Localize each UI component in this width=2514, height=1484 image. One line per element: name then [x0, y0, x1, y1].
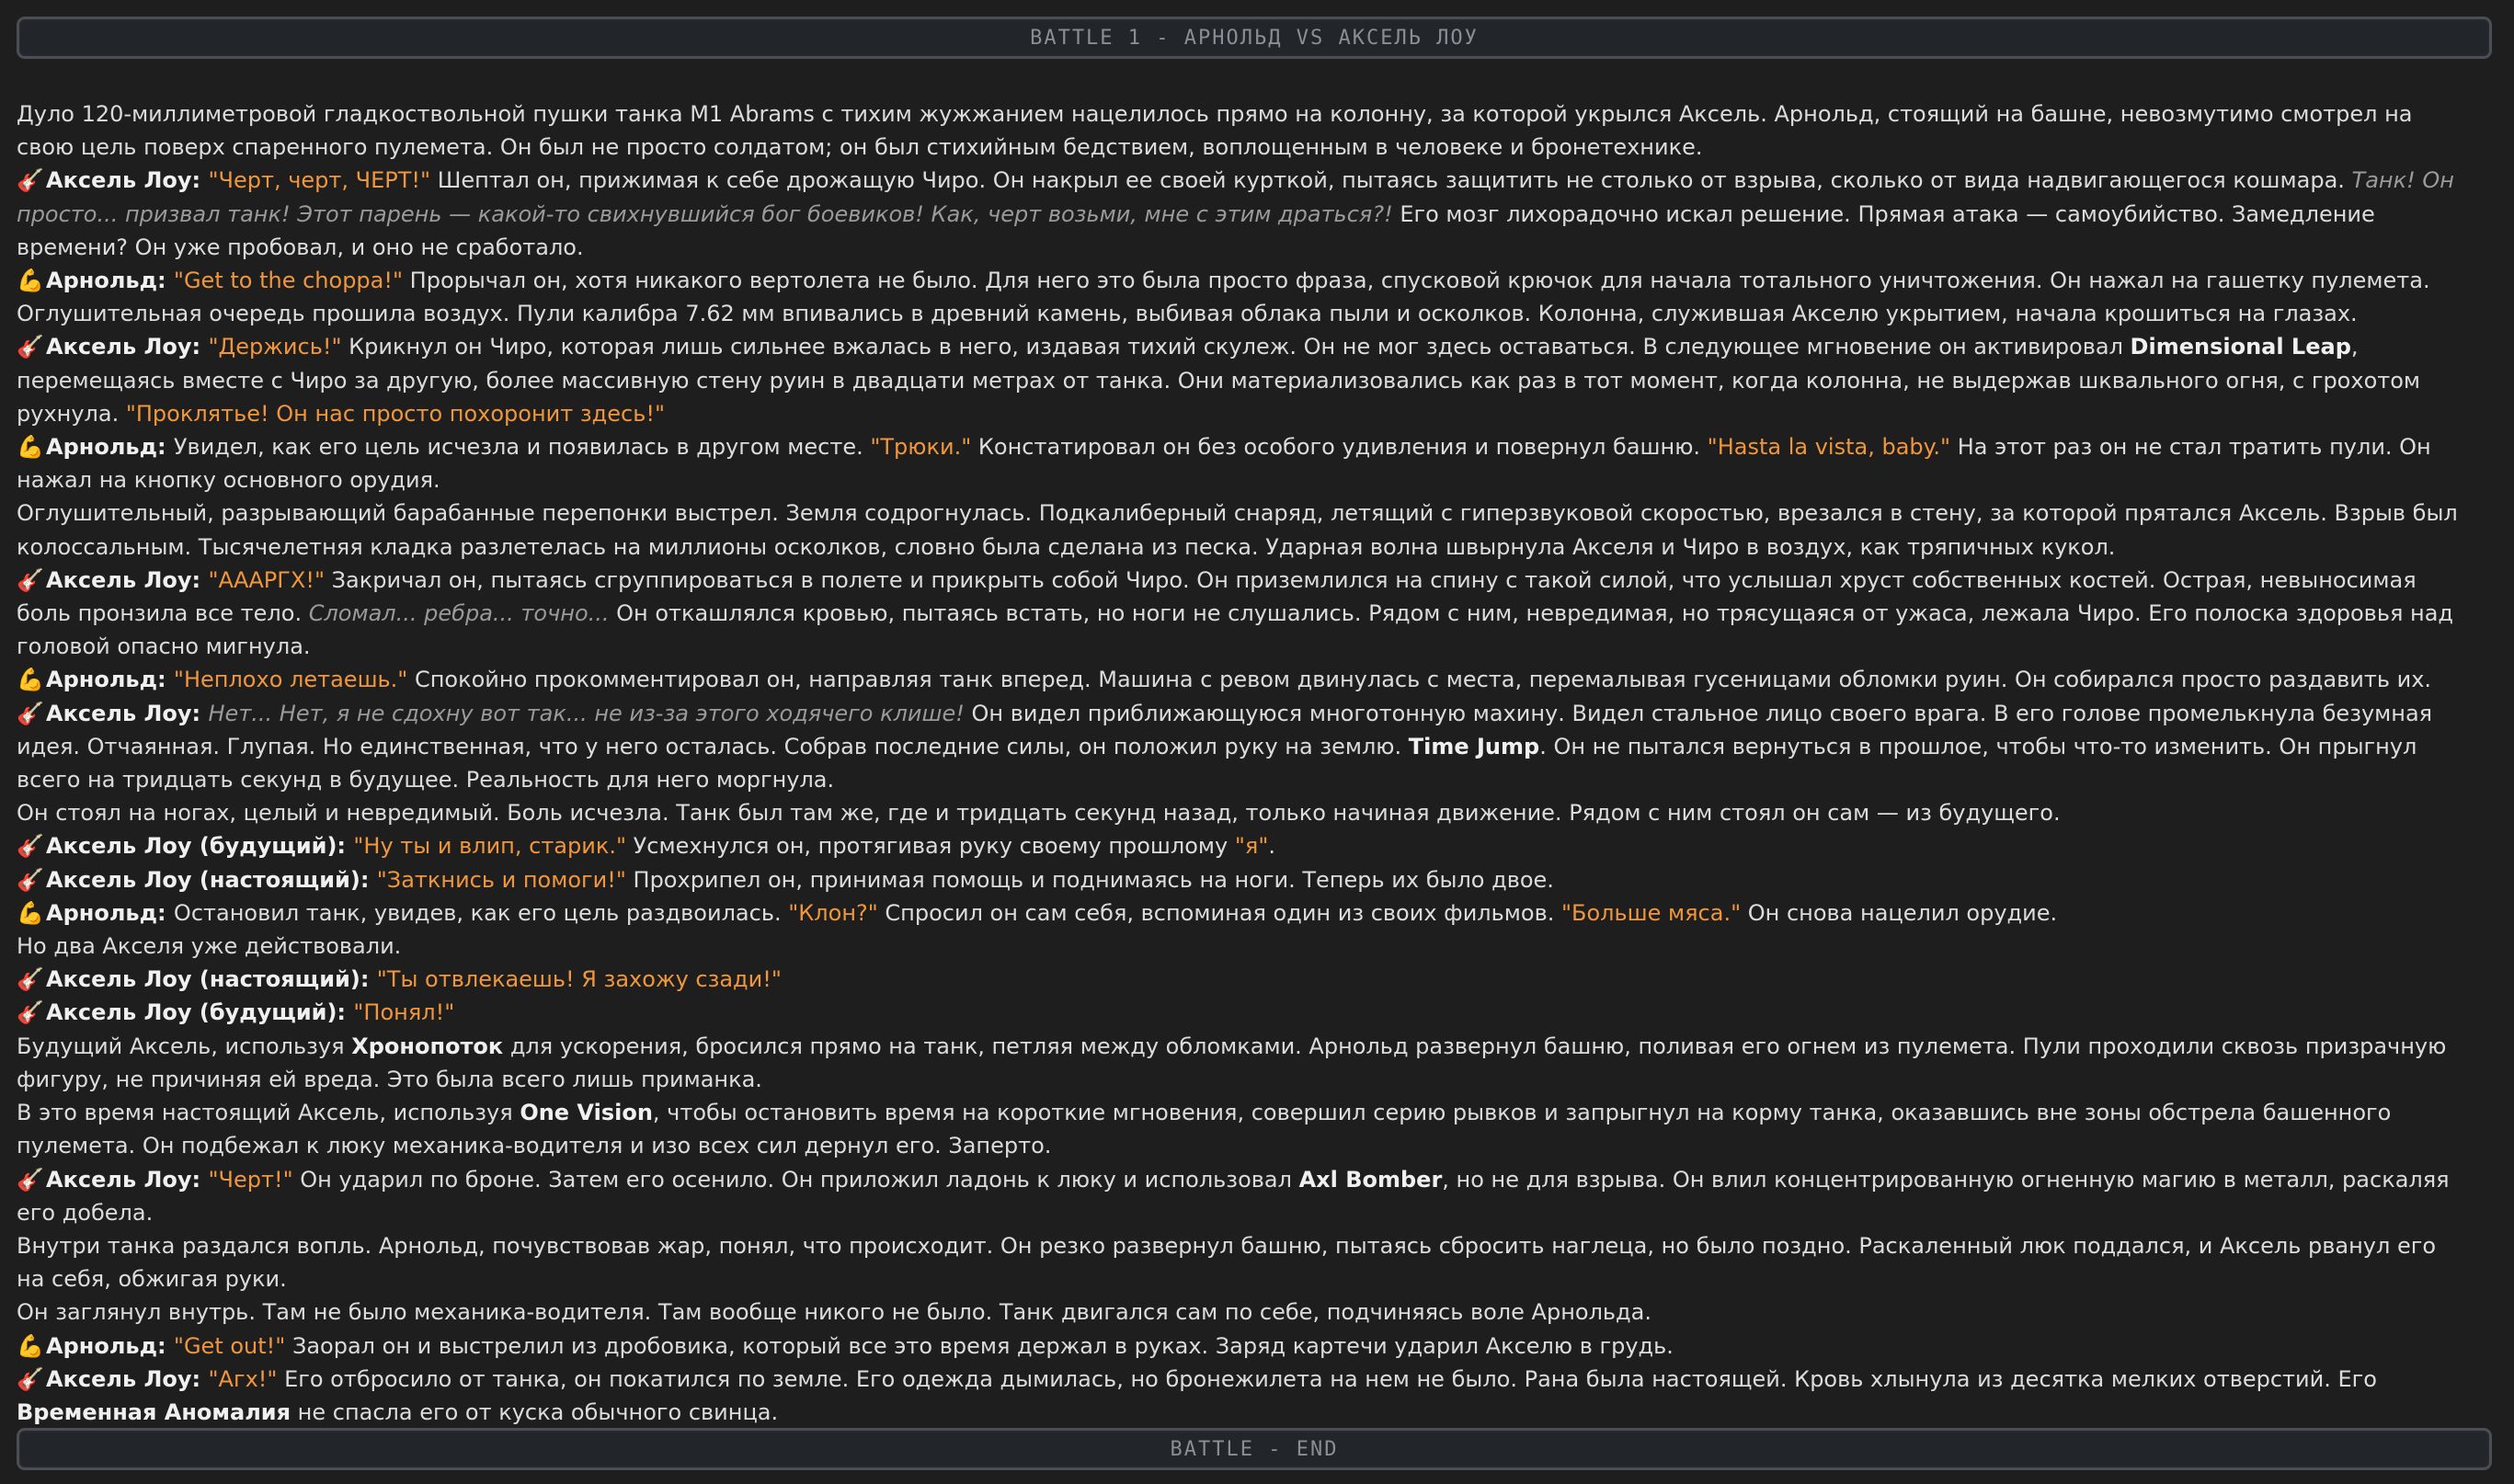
- narration-text: Закричал он, пытаясь сгруппироваться в полете и прикрыть собой Чиро. Он приземлился на спину с такой силой, что услышал хруст собственных костей. Острая, невыносимая боль пронзила все тело.: [17, 566, 2417, 627]
- narration-text: Его мозг лихорадочно искал решение. Прямая атака — самоубийство. Замедление времени? Он уже пробовал, и оно не сработало.: [17, 200, 2375, 260]
- quote-text: "Черт, черт, ЧЕРТ!": [208, 167, 431, 194]
- dialogue-line: [17, 896, 2467, 930]
- skill-name: Хронопоток: [351, 1033, 504, 1059]
- narration-text: Усмехнулся он, протягивая руку своему прошлому: [626, 833, 1235, 860]
- thought-text: Нет... Нет, я не сдохну вот так... не из-за этого ходячего клише!: [208, 700, 965, 726]
- narration-text: На этот раз он не стал тратить пули. Он нажал на кнопку основного орудия.: [17, 434, 2431, 494]
- narration-text: Он снова нацелил орудие.: [1741, 899, 2058, 926]
- dialogue-line: [17, 164, 2467, 264]
- quote-text: "Трюки.": [870, 434, 972, 461]
- electric-guitar-icon: 🎸: [17, 1166, 44, 1193]
- narration-text: . Он не пытался вернуться в прошлое, чтобы что-то изменить. Он прыгнул всего на тридцать секунд в будущее. Реальность для него моргнула.: [17, 733, 2417, 793]
- electric-guitar-icon: 🎸: [17, 700, 44, 726]
- speaker-name: Арнольд:: [46, 1332, 174, 1359]
- narration-text: Спросил он сам себя, вспоминая один из своих фильмов.: [877, 899, 1561, 926]
- narration-text: Шептал он, прижимая к себе дрожащую Чиро. Он накрыл ее своей курткой, пытаясь защитить не столько от взрыва, сколько от вида надвигающегося кошмара.: [430, 167, 2352, 194]
- speaker-name: Аксель Лоу:: [46, 566, 209, 593]
- dialogue-line: [17, 996, 2467, 1029]
- speaker-name: Аксель Лоу:: [46, 1166, 209, 1193]
- dialogue-line: [17, 1363, 2467, 1425]
- narration-text: .: [1268, 833, 1275, 860]
- speaker-name: Аксель Лоу:: [46, 167, 209, 194]
- dialogue-line: [17, 829, 2467, 862]
- electric-guitar-icon: 🎸: [17, 833, 44, 860]
- battle-title: BATTLE 1 - АРНОЛЬД VS АКСЕЛЬ ЛОУ: [1030, 26, 1479, 50]
- quote-text: "Проклятье! Он нас просто похоронит здесь!": [125, 400, 665, 427]
- electric-guitar-icon: 🎸: [17, 966, 44, 993]
- dialogue-line: [17, 430, 2467, 497]
- flexed-biceps-icon: 💪: [17, 1332, 44, 1359]
- dialogue-line: [17, 264, 2467, 330]
- speaker-name: Аксель Лоу (настоящий):: [46, 966, 377, 993]
- speaker-name: Аксель Лоу:: [46, 334, 209, 360]
- quote-text: "Черт!": [208, 1166, 293, 1193]
- flexed-biceps-icon: 💪: [17, 434, 44, 461]
- speaker-name: Аксель Лоу (будущий):: [46, 999, 354, 1026]
- skill-name: One Vision: [520, 1100, 653, 1126]
- narration-text: Его отбросило от танка, он покатился по земле. Его одежда дымилась, но бронежилета на нем не было. Рана была настоящей. Кровь хлынула из десятка мелких отверстий. Его: [277, 1365, 2377, 1392]
- narration-line: [17, 930, 2467, 963]
- electric-guitar-icon: 🎸: [17, 167, 44, 194]
- speaker-name: Арнольд:: [46, 667, 174, 693]
- quote-text: "АААРГХ!": [208, 566, 326, 593]
- battle-story-log: [17, 97, 2467, 1425]
- skill-name: Временная Аномалия: [17, 1398, 291, 1425]
- battle-header-banner: [17, 17, 2492, 59]
- narration-text: Увидел, как его цель исчезла и появилась в другом месте.: [173, 434, 871, 461]
- flexed-biceps-icon: 💪: [17, 899, 44, 926]
- quote-text: "Get out!": [173, 1332, 286, 1359]
- narration-text: Спокойно прокомментировал он, направляя танк вперед. Машина с ревом двинулась с места, перемалывая гусеницами обломки руин. Он собирался просто раздавить их.: [407, 667, 2432, 693]
- narration-text: Он заглянул внутрь. Там не было механика-водителя. Там вообще никого не было. Танк двигался сам по себе, подчиняясь воле Арнольда.: [17, 1299, 1651, 1326]
- speaker-name: Арнольд:: [46, 268, 174, 294]
- narration-text: Он ударил по броне. Затем его осенило. Он приложил ладонь к люку и использовал: [292, 1166, 1299, 1193]
- electric-guitar-icon: 🎸: [17, 999, 44, 1026]
- dialogue-line: [17, 564, 2467, 664]
- narration-text: для ускорения, бросился прямо на танк, петляя между обломками. Арнольд развернул башню, поливая его огнем из пулемета. Пули проходили сквозь призрачную фигуру, не причиняя ей вреда. Это была всего лишь приманка.: [17, 1033, 2447, 1092]
- speaker-name: Аксель Лоу:: [46, 700, 209, 726]
- narration-text: Он видел приближающуюся многотонную махину. Видел стальное лицо своего врага. В его голове промелькнула безумная идея. Отчаянная. Глупая. Но единственная, что у него осталась. Собрав последние силы, он положил руку на землю.: [17, 700, 2433, 759]
- speaker-name: Аксель Лоу (будущий):: [46, 833, 354, 860]
- skill-name: Dimensional Leap: [2130, 334, 2351, 360]
- flexed-biceps-icon: 💪: [17, 268, 44, 294]
- skill-name: Axl Bomber: [1298, 1166, 1443, 1193]
- narration-text: В это время настоящий Аксель, используя: [17, 1100, 520, 1126]
- thought-text: Танк! Он просто... призвал танк! Этот парень — какой-то свихнувшийся бог боевиков! Как, черт возьми, мне с этим драться?!: [17, 167, 2454, 227]
- narration-text: Он откашлялся кровью, пытаясь встать, но ноги не слушались. Рядом с ним, невредимая, но трясущаяся от ужаса, лежала Чиро. Его полоска здоровья над головой опасно мигнула.: [17, 600, 2454, 660]
- quote-text: "Get to the choppa!": [173, 268, 404, 294]
- narration-text: Прорычал он, хотя никакого вертолета не было. Для него это была просто фраза, спусковой крючок для начала тотального уничтожения. Он нажал на гашетку пулемета. Оглушительная очередь прошила воздух. Пули калибра 7.62 мм впивались в древний камень, выбивая облака пыли и осколков. Колонна, служившая Акселю укрытием, начала крошиться на глазах.: [17, 268, 2430, 327]
- quote-text: "Больше мяса.": [1560, 899, 1742, 926]
- electric-guitar-icon: 🎸: [17, 1365, 44, 1392]
- quote-text: "я": [1234, 833, 1269, 860]
- narration-text: не спасла его от куска обычного свинца.: [291, 1398, 779, 1425]
- battle-footer-banner: [17, 1428, 2492, 1470]
- narration-text: Внутри танка раздался вопль. Арнольд, почувствовав жар, понял, что происходит. Он резко развернул башню, пытаясь сбросить наглеца, но было поздно. Раскаленный люк поддался, и Аксель рванул его на себя, обжигая руки.: [17, 1232, 2437, 1293]
- narration-text: , но не для взрыва. Он влил концентрированную огненную магию в металл, раскаляя его добела.: [17, 1166, 2450, 1226]
- narration-line: [17, 796, 2467, 829]
- dialogue-line: [17, 1330, 2467, 1363]
- quote-text: "Неплохо летаешь.": [173, 667, 408, 693]
- dialogue-line: [17, 697, 2467, 797]
- speaker-name: Арнольд:: [46, 434, 174, 461]
- narration-text: Он стоял на ногах, целый и невредимый. Боль исчезла. Танк был там же, где и тридцать секунд назад, только начиная движение. Рядом с ним стоял он сам — из будущего.: [17, 800, 2061, 827]
- narration-line: [17, 1096, 2467, 1162]
- narration-text: Дуло 120-миллиметровой гладкоствольной пушки танка M1 Abrams с тихим жужжанием нацелилось прямо на колонну, за которой укрылся Аксель. Арнольд, стоящий на башне, невозмутимо смотрел на свою цель поверх спаренного пулемета. Он был не просто солдатом; он был стихийным бедствием, воплощенным в человеке и бронетехнике.: [17, 101, 2413, 161]
- speaker-name: Аксель Лоу:: [46, 1365, 209, 1392]
- narration-line: [17, 1296, 2467, 1329]
- electric-guitar-icon: 🎸: [17, 866, 44, 893]
- quote-text: "Агх!": [208, 1365, 278, 1392]
- narration-text: Крикнул он Чиро, которая лишь сильнее вжалась в него, издавая тихий скулеж. Он не мог здесь оставаться. В следующее мгновение он активировал: [341, 334, 2131, 360]
- speaker-name: Аксель Лоу (настоящий):: [46, 866, 377, 893]
- quote-text: "Держись!": [208, 334, 342, 360]
- narration-line: [17, 1229, 2467, 1296]
- narration-text: Прохрипел он, принимая помощь и поднимаясь на ноги. Теперь их было двое.: [625, 866, 1554, 893]
- dialogue-line: [17, 1163, 2467, 1229]
- narration-line: [17, 497, 2467, 563]
- battle-end-label: BATTLE - END: [1170, 1437, 1339, 1461]
- quote-text: "Понял!": [353, 999, 455, 1026]
- dialogue-line: [17, 330, 2467, 430]
- dialogue-line: [17, 863, 2467, 896]
- quote-text: "Hasta la vista, baby.": [1707, 434, 1951, 461]
- electric-guitar-icon: 🎸: [17, 334, 44, 360]
- narration-text: Будущий Аксель, используя: [17, 1033, 352, 1059]
- narration-line: [17, 97, 2467, 164]
- quote-text: "Заткнись и помоги!": [376, 866, 626, 893]
- thought-text: Сломал... ребра... точно...: [308, 600, 610, 627]
- narration-text: Констатировал он без особого удивления и повернул башню.: [971, 434, 1708, 461]
- narration-text: Заорал он и выстрелил из дробовика, который все это время держал в руках. Заряд картечи ударил Акселю в грудь.: [285, 1332, 1674, 1359]
- narration-text: Оглушительный, разрывающий барабанные перепонки выстрел. Земля содрогнулась. Подкалиберный снаряд, летящий с гиперзвуковой скоростью, врезался в стену, за которой прятался Аксель. Взрыв был колоссальным. Тысячелетняя кладка разлетелась на миллионы осколков, словно была сделана из песка. Ударная волна швырнула Акселя и Чиро в воздух, как тряпичных кукол.: [17, 500, 2458, 560]
- quote-text: "Ты отвлекаешь! Я захожу сзади!": [376, 966, 782, 993]
- skill-name: Time Jump: [1408, 733, 1540, 759]
- narration-text: Но два Акселя уже действовали.: [17, 933, 402, 960]
- quote-text: "Клон?": [788, 899, 878, 926]
- electric-guitar-icon: 🎸: [17, 566, 44, 593]
- narration-text: , перемещаясь вместе с Чиро за другую, более массивную стену руин в двадцати метрах от танка. Они материализовались как раз в тот момент, когда колонна, не выдержав шквального огня, с грохотом рухнула.: [17, 334, 2421, 427]
- dialogue-line: [17, 963, 2467, 996]
- narration-text: , чтобы остановить время на короткие мгновения, совершил серию рывков и запрыгнул на корму танка, оказавшись вне зоны обстрела башенного пулемета. Он подбежал к люку механика-водителя и изо всех сил дернул его. Заперто.: [17, 1100, 2392, 1159]
- narration-text: Остановил танк, увидев, как его цель раздвоилась.: [173, 899, 789, 926]
- dialogue-line: [17, 663, 2467, 696]
- flexed-biceps-icon: 💪: [17, 667, 44, 693]
- speaker-name: Арнольд:: [46, 899, 174, 926]
- narration-line: [17, 1030, 2467, 1096]
- quote-text: "Ну ты и влип, старик.": [353, 833, 627, 860]
